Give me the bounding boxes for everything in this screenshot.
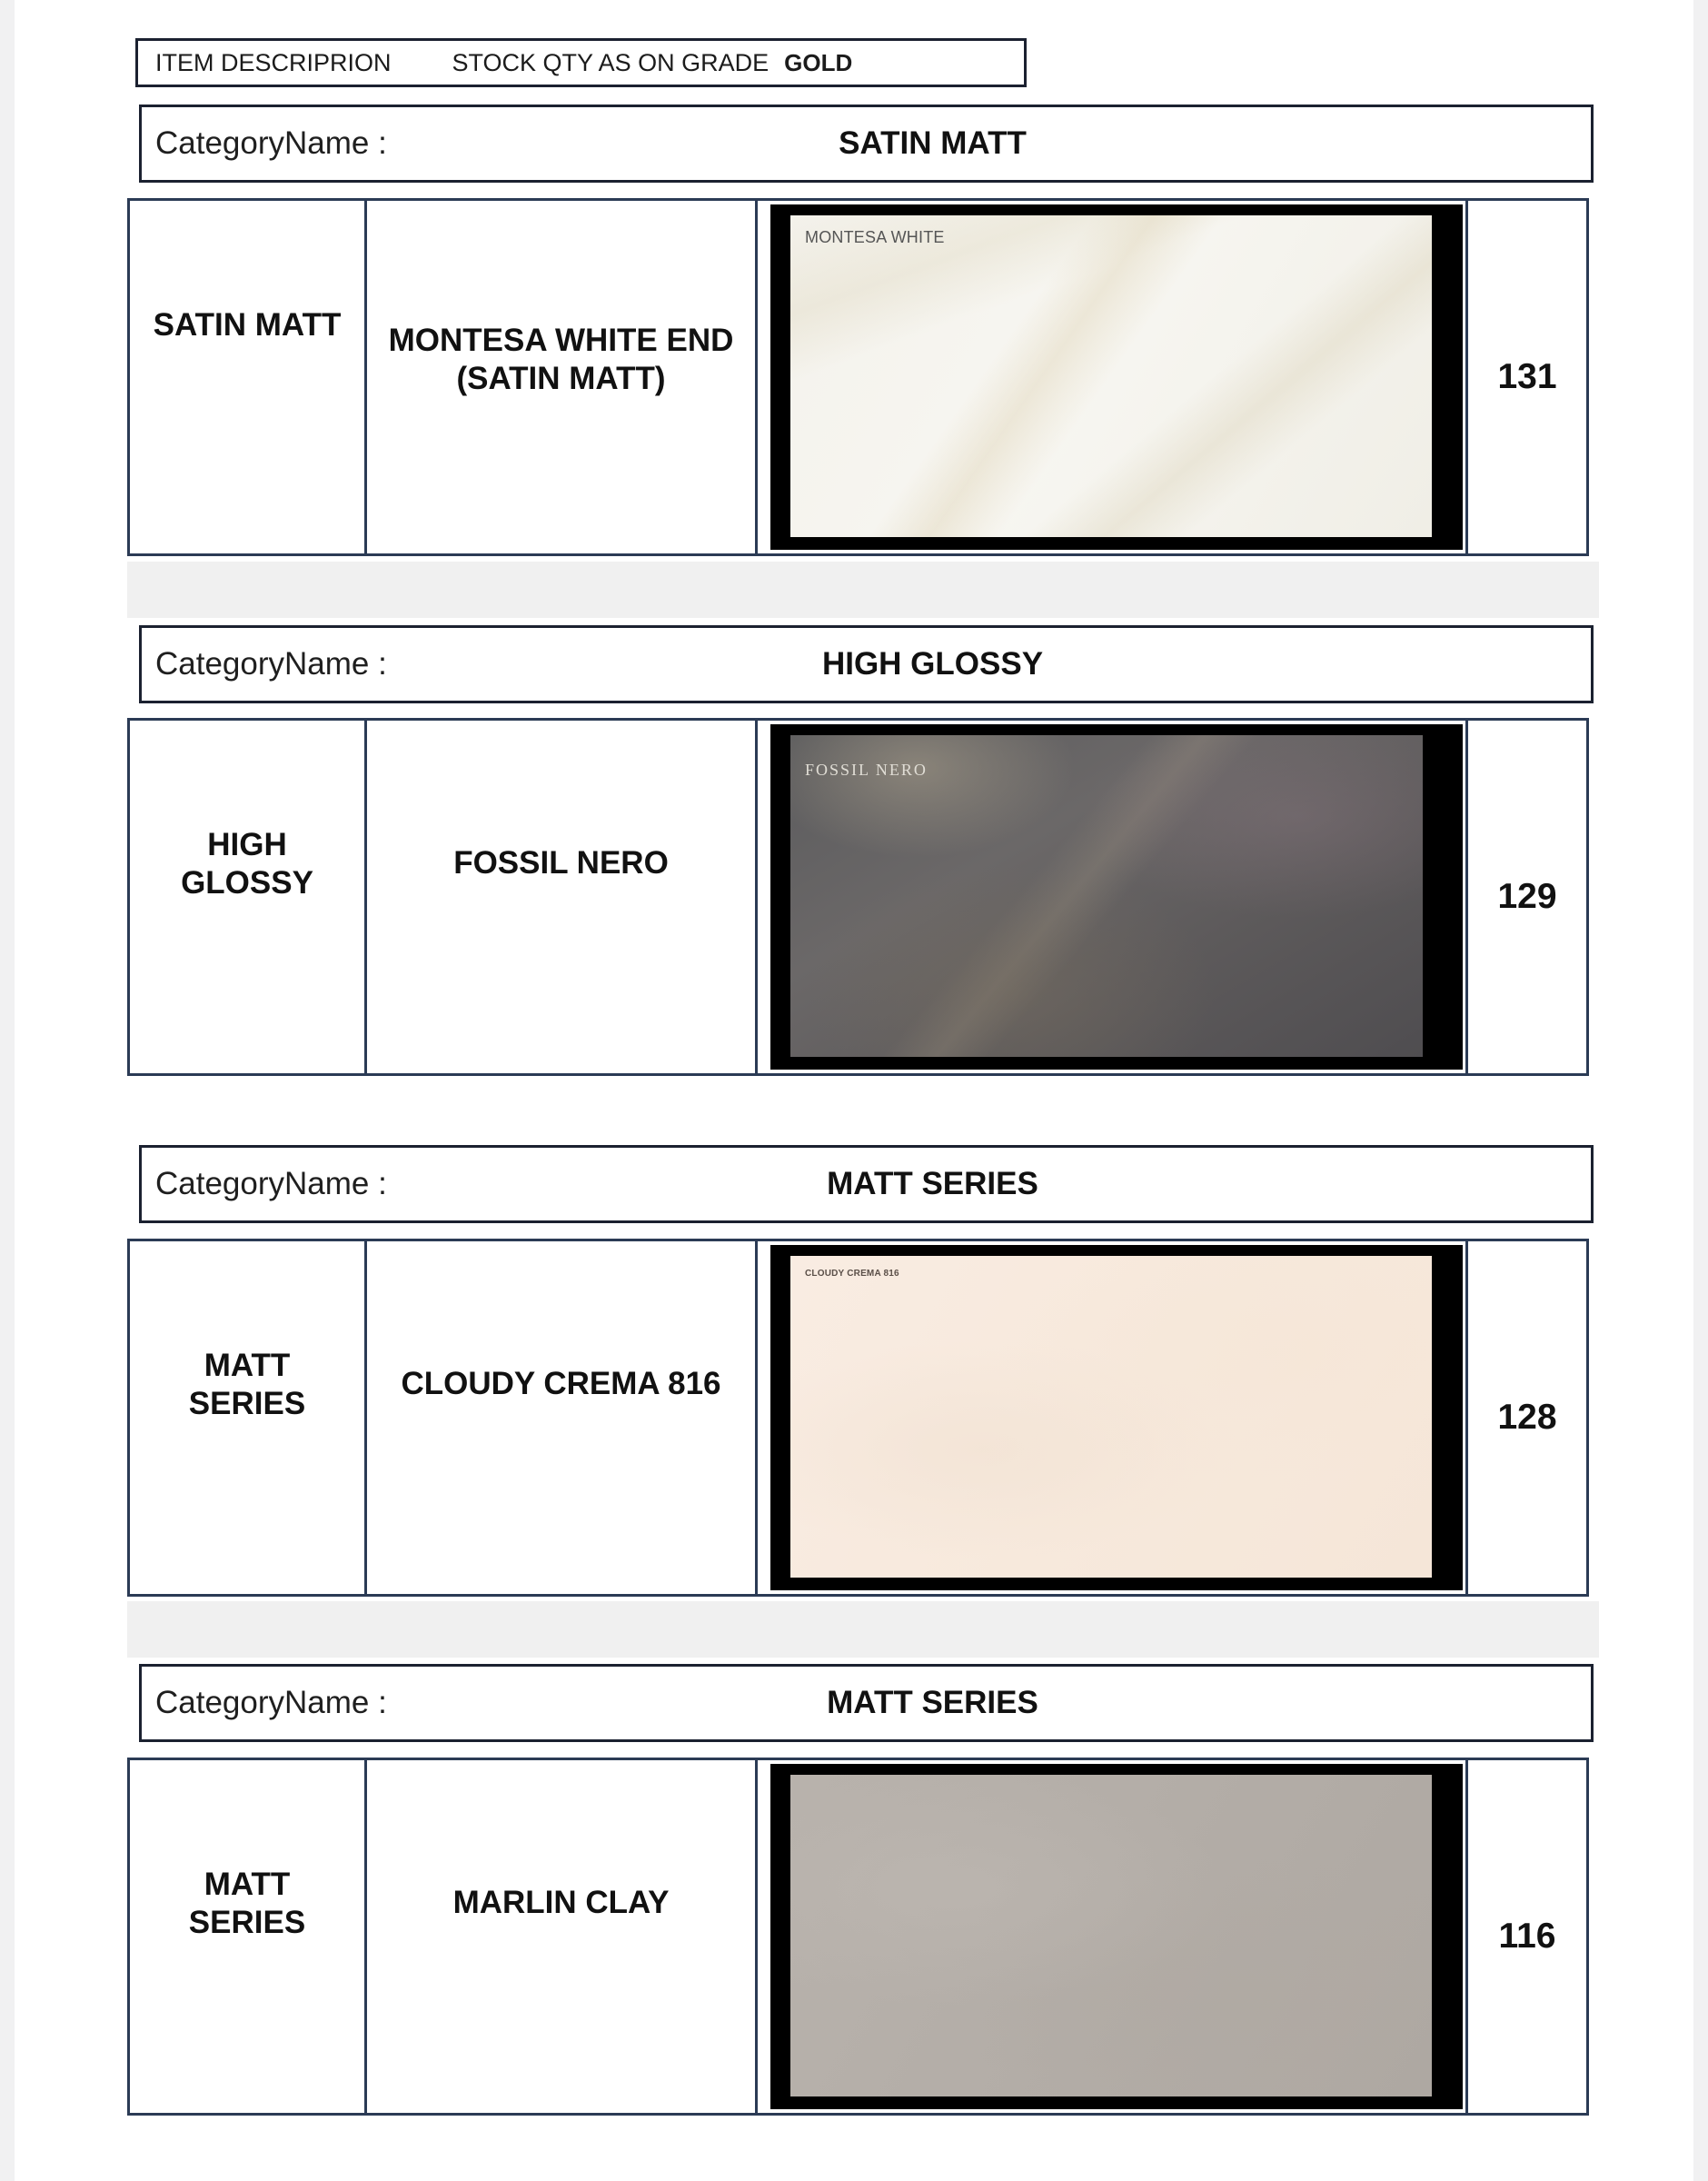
product-row bbox=[127, 1758, 1589, 2116]
stock-qty: 129 bbox=[1497, 877, 1557, 916]
category-value: MATT SERIES bbox=[827, 1685, 1038, 1720]
qty-cell bbox=[1468, 1760, 1586, 2113]
category-row bbox=[139, 1145, 1594, 1223]
section-separator bbox=[127, 1601, 1599, 1658]
category-row bbox=[139, 625, 1594, 703]
tile-image-frame bbox=[770, 724, 1463, 1070]
tile-caption: CLOUDY CREMA 816 bbox=[805, 1269, 899, 1279]
stock-qty-header: STOCK QTY AS ON GRADE bbox=[452, 48, 770, 76]
tile-caption: MONTESA WHITE bbox=[805, 228, 945, 246]
series-text: HIGH GLOSSY bbox=[181, 827, 313, 901]
grade-value: GOLD bbox=[784, 48, 853, 76]
column-header bbox=[135, 38, 1027, 87]
category-row bbox=[139, 105, 1594, 183]
image-cell bbox=[758, 201, 1468, 553]
category-value: MATT SERIES bbox=[827, 1166, 1038, 1201]
category-label: CategoryName : bbox=[155, 125, 387, 161]
product-name: MONTESA WHITE END (SATIN MATT) bbox=[388, 323, 734, 396]
tile-caption: FOSSIL NERO bbox=[805, 761, 928, 779]
image-cell bbox=[758, 1760, 1468, 2113]
name-cell bbox=[367, 721, 758, 1073]
tile-image bbox=[790, 735, 1423, 1057]
section-separator bbox=[127, 562, 1599, 618]
series-cell bbox=[130, 1760, 367, 2113]
series-text: SATIN MATT bbox=[153, 307, 342, 343]
qty-cell bbox=[1468, 1241, 1586, 1594]
image-cell bbox=[758, 1241, 1468, 1594]
product-name: MARLIN CLAY bbox=[452, 1885, 670, 1920]
tile-image bbox=[790, 1775, 1432, 2096]
product-name: CLOUDY CREMA 816 bbox=[401, 1366, 721, 1401]
product-row bbox=[127, 718, 1589, 1076]
category-row bbox=[139, 1664, 1594, 1742]
product-row bbox=[127, 1239, 1589, 1597]
stock-qty: 131 bbox=[1497, 357, 1557, 396]
product-name: FOSSIL NERO bbox=[453, 845, 669, 881]
stock-qty: 116 bbox=[1498, 1917, 1556, 1956]
tile-image bbox=[790, 1256, 1432, 1578]
series-cell bbox=[130, 1241, 367, 1594]
item-description-header: ITEM DESCRIPRION bbox=[155, 48, 392, 76]
series-cell bbox=[130, 201, 367, 553]
tile-image-frame bbox=[770, 1764, 1463, 2109]
series-text: MATT SERIES bbox=[188, 1867, 306, 1940]
stock-qty: 128 bbox=[1497, 1398, 1557, 1437]
name-cell bbox=[367, 201, 758, 553]
category-value: HIGH GLOSSY bbox=[821, 646, 1044, 682]
qty-cell bbox=[1468, 721, 1586, 1073]
category-value: SATIN MATT bbox=[839, 125, 1027, 161]
tile-image-frame bbox=[770, 204, 1463, 550]
name-cell bbox=[367, 1241, 758, 1594]
image-cell bbox=[758, 721, 1468, 1073]
category-label: CategoryName : bbox=[155, 1685, 387, 1720]
document-page bbox=[15, 0, 1693, 2181]
series-cell bbox=[130, 721, 367, 1073]
category-label: CategoryName : bbox=[155, 646, 387, 682]
category-label: CategoryName : bbox=[155, 1166, 387, 1201]
product-row bbox=[127, 198, 1589, 556]
tile-image bbox=[790, 215, 1432, 537]
name-cell bbox=[367, 1760, 758, 2113]
series-text: MATT SERIES bbox=[188, 1348, 306, 1421]
qty-cell bbox=[1468, 201, 1586, 553]
tile-image-frame bbox=[770, 1245, 1463, 1590]
